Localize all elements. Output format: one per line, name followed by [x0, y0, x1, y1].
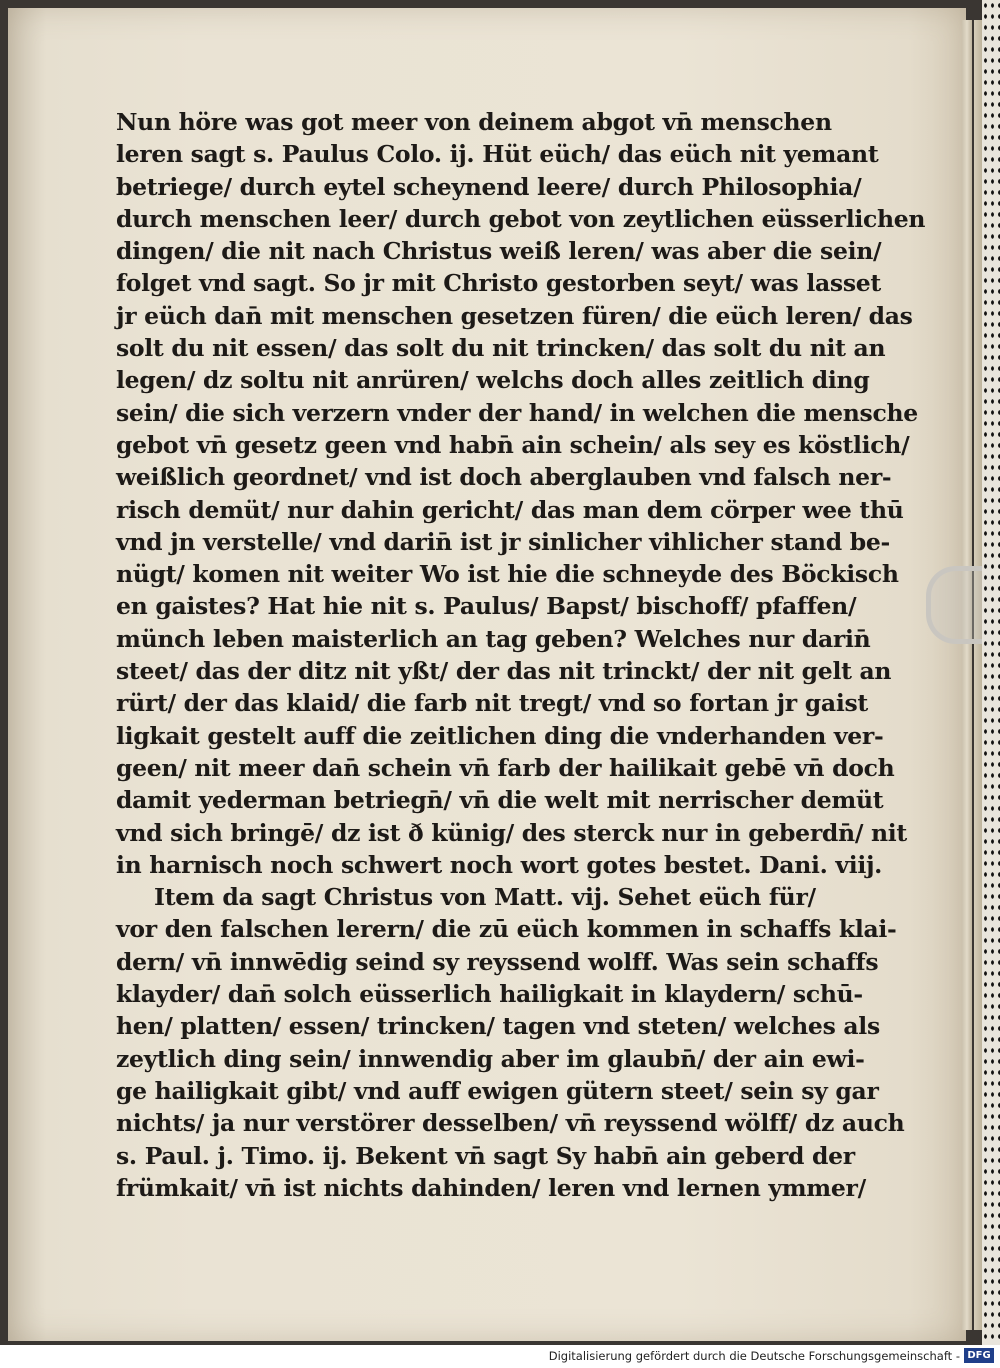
text-line: hen/ platten/ essen/ trincken/ tagen vnd steten/ welches als	[116, 1012, 880, 1041]
text-line: en gaistes? Hat hie nit s. Paulus/ Bapst/ bischoff/ pfaffen/	[116, 592, 857, 621]
text-line: Item da sagt Christus von Matt. vij. Sehet eüch für/	[154, 883, 816, 912]
text-line: leren sagt s. Paulus Colo. ij. Hüt eüch/ das eüch nit yemant	[116, 140, 879, 169]
text-line: jr eüch dan̄ mit menschen gesetzen füren/ die eüch leren/ das	[116, 301, 913, 330]
text-line: klayder/ dan̄ solch eüsserlich hailigkait in klaydern/ schū-	[116, 980, 863, 1009]
text-line: geen/ nit meer dan̄ schein vn̄ farb der hailikait gebē vn̄ doch	[116, 753, 895, 782]
text-line: durch menschen leer/ durch gebot von zeytlichen eüsserlichen	[116, 204, 926, 233]
text-line: Nun höre was got meer von deinem abgot vn̄ menschen	[116, 108, 832, 136]
text-line: s. Paul. j. Timo. ij. Bekent vn̄ sagt Sy habn̄ ain geberd der	[116, 1141, 855, 1170]
text-line: ge hailigkait gibt/ vnd auff ewigen gütern steet/ sein sy gar	[116, 1076, 879, 1105]
text-line: vnd sich bringē/ dz ist ð künig/ des sterck nur in geberdn̄/ nit	[116, 818, 907, 847]
text-line: vor den falschen lerern/ die zū eüch kommen in schaffs klai-	[116, 915, 897, 944]
page-clip	[926, 566, 982, 644]
page-text-block	[116, 106, 926, 1204]
text-line: münch leben maisterlich an tag geben? Welches nur darin̄	[116, 624, 871, 653]
text-line: legen/ dz soltu nit anrüren/ welchs doch alles zeitlich ding	[116, 366, 870, 395]
text-line: risch demüt/ nur dahin gericht/ das man dem cörper wee thū	[116, 495, 904, 524]
text-line: dingen/ die nit nach Christus weiß leren/ was aber die sein/	[116, 237, 882, 266]
funding-credit: Digitalisierung gefördert durch die Deutsche Forschungsgemeinschaft -	[548, 1349, 960, 1363]
book-page	[8, 8, 966, 1341]
text-line: in harnisch noch schwert noch wort gotes bestet. Dani. viij.	[116, 850, 883, 879]
text-line: damit yederman betriegn̄/ vn̄ die welt mit nerrischer demüt	[116, 786, 884, 815]
page-edge	[962, 20, 972, 1330]
text-line: vnd jn verstelle/ vnd darin̄ ist jr sinlicher vihlicher stand be-	[116, 527, 890, 556]
text-line: betriege/ durch eytel scheynend leere/ durch Philosophia/	[116, 172, 862, 201]
text-line: sein/ die sich verzern vnder der hand/ in welchen die mensche	[116, 398, 918, 427]
text-line: solt du nit essen/ das solt du nit trincken/ das solt du nit an	[116, 334, 886, 363]
text-line: folget vnd sagt. So jr mit Christo gestorben seyt/ was lasset	[116, 269, 881, 298]
text-line: dern/ vn̄ innwēdig seind sy reyssend wolff. Was sein schaffs	[116, 947, 879, 976]
page-edge	[974, 20, 982, 1330]
dfg-logo: DFG	[964, 1348, 994, 1363]
text-line: weißlich geordnet/ vnd ist doch aberglauben vnd falsch ner-	[116, 463, 892, 492]
footer-bar	[0, 1345, 1000, 1368]
text-line: zeytlich ding sein/ innwendig aber im glaubn̄/ der ain ewi-	[116, 1044, 865, 1073]
text-line: gebot vn̄ gesetz geen vnd habn̄ ain schein/ als sey es köstlich/	[116, 430, 910, 459]
text-line: nügt/ komen nit weiter Wo ist hie die schneyde des Böckisch	[116, 560, 899, 589]
text-line: steet/ das der ditz nit yßt/ der das nit trinckt/ der nit gelt an	[116, 657, 892, 686]
text-line: nichts/ ja nur verstörer desselben/ vn̄ reyssend wölff/ dz auch	[116, 1109, 905, 1138]
text-line: ligkait gestelt auff die zeitlichen ding die vnderhanden ver-	[116, 721, 884, 750]
text-line: rürt/ der das klaid/ die farb nit tregt/ vnd so fortan jr gaist	[116, 689, 868, 718]
text-line: frümkait/ vn̄ ist nichts dahinden/ leren vnd lernen ymmer/	[116, 1173, 866, 1202]
scan-margin-pattern	[982, 0, 1000, 1345]
